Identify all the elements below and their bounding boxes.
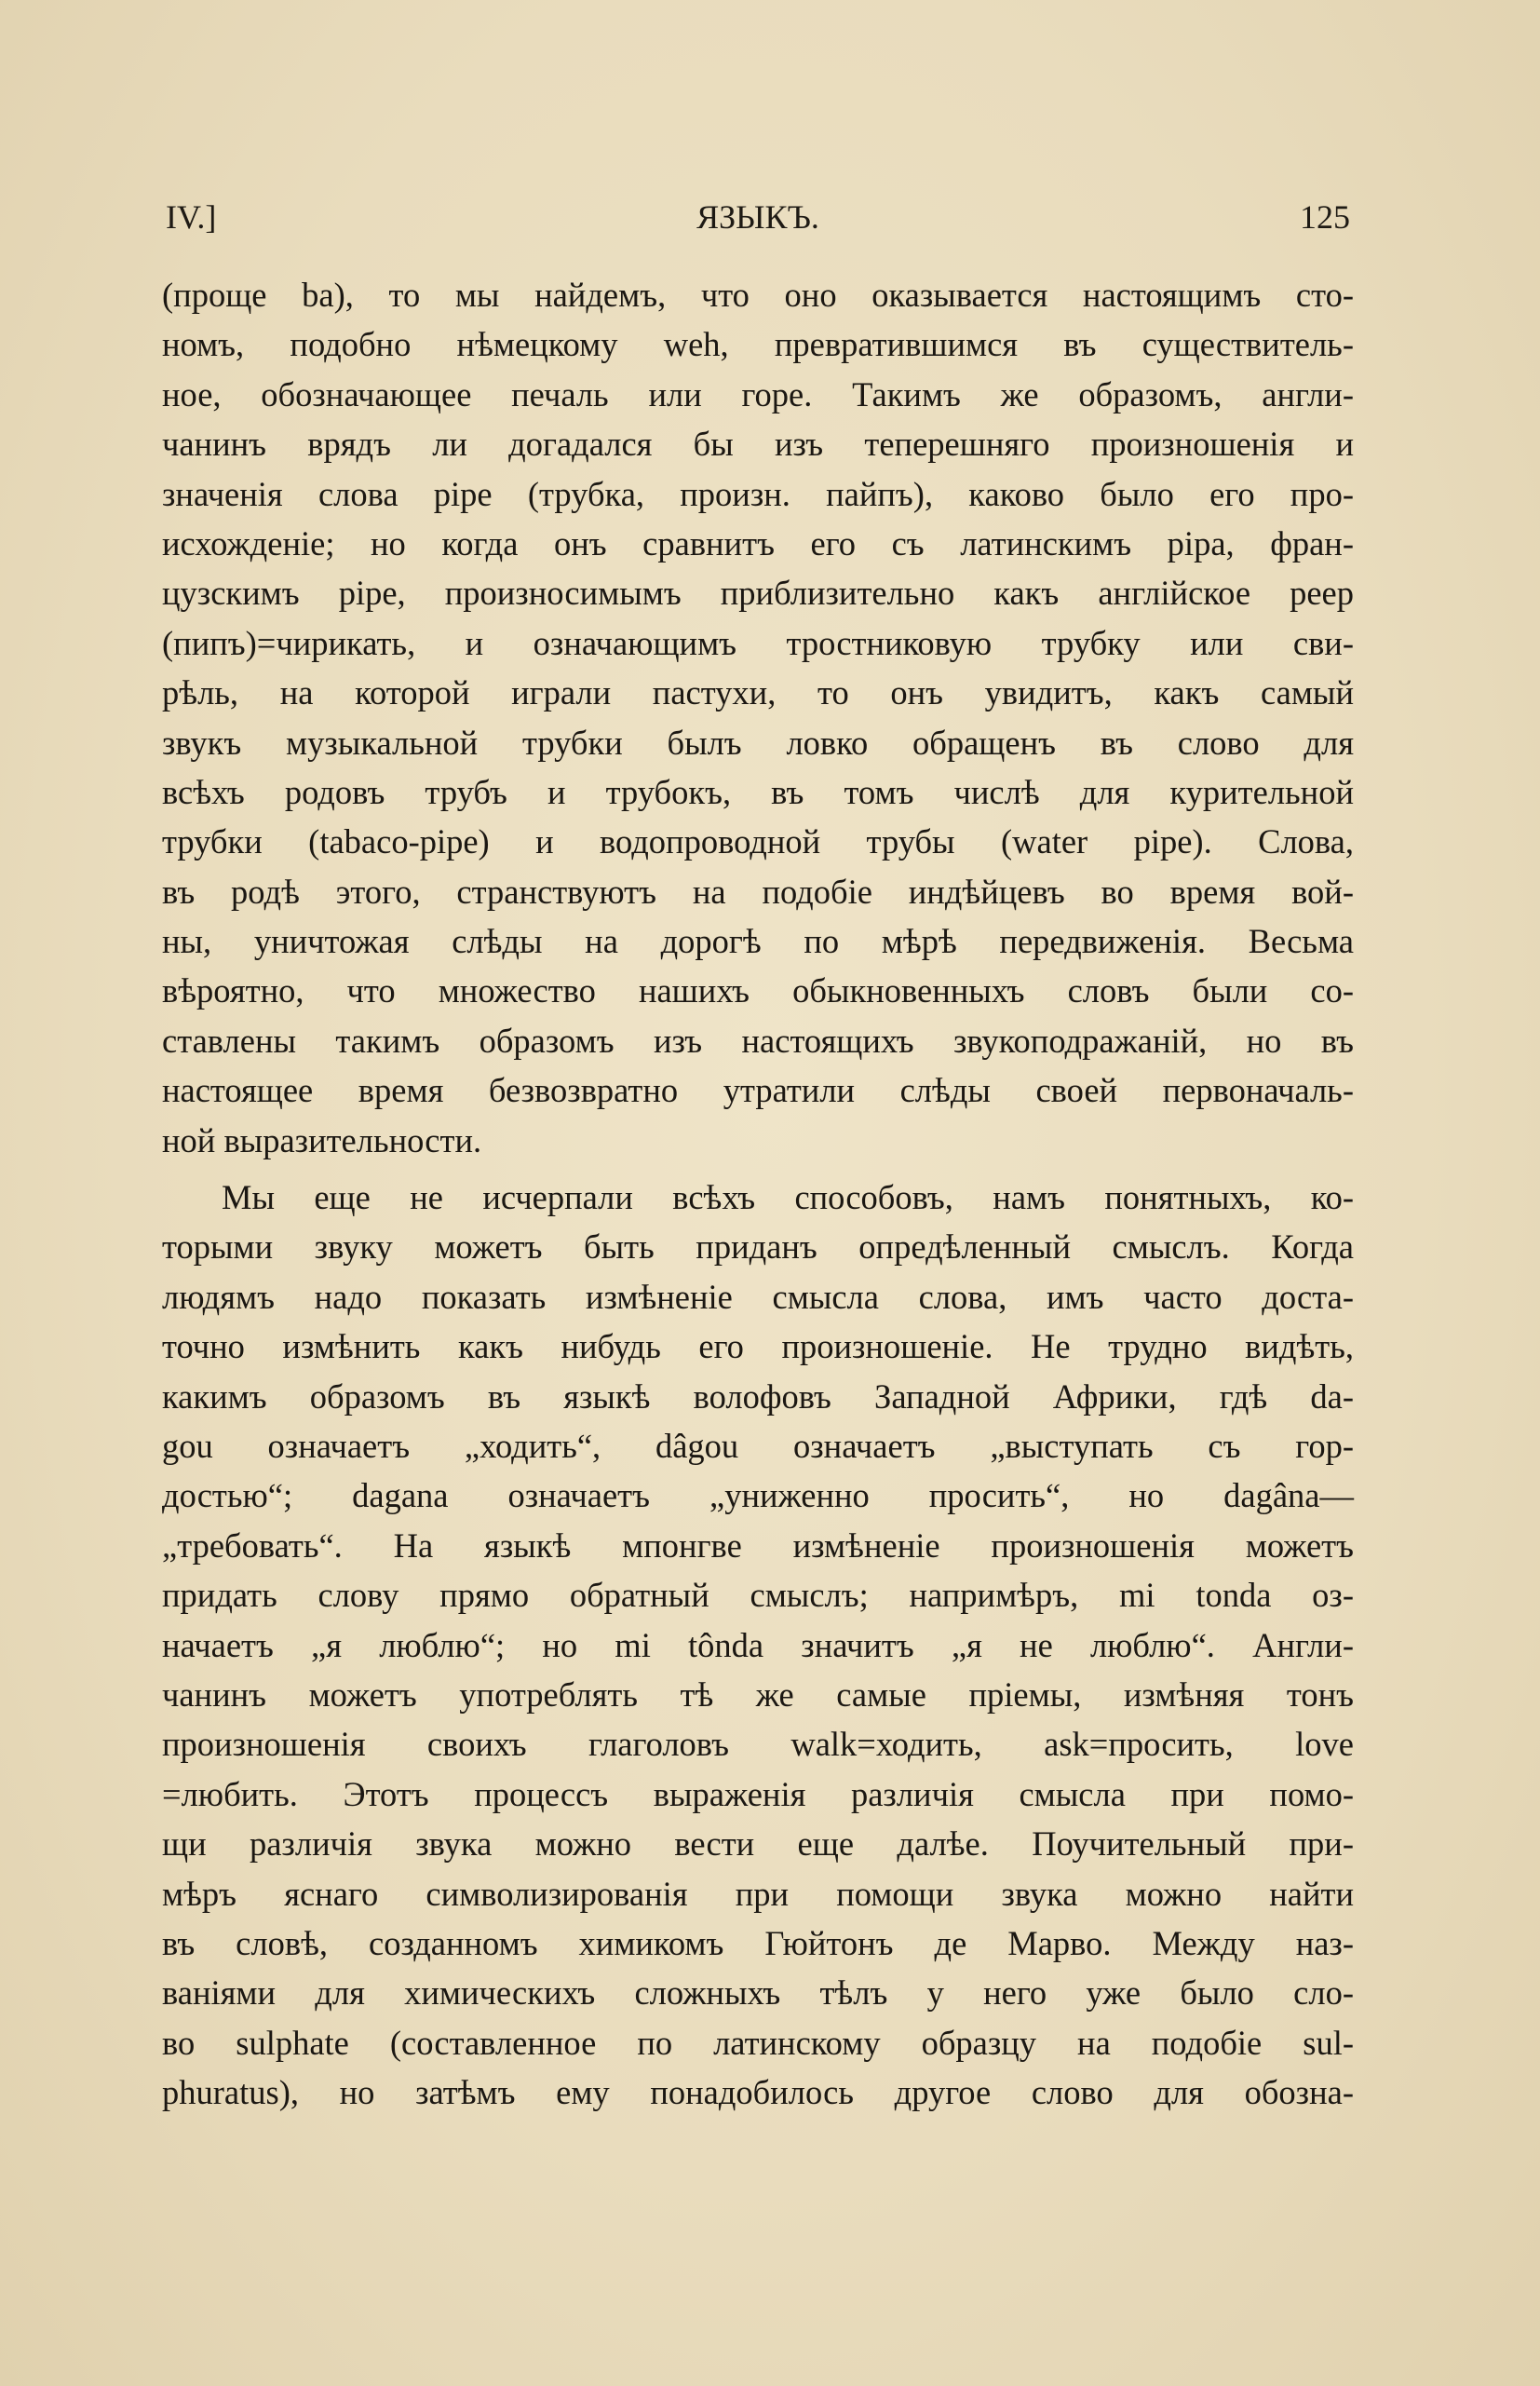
text-line: (пипъ)=чирикать, и означающимъ тростниковую трубку или сви- bbox=[162, 623, 1354, 662]
text-line: торыми звуку можетъ быть приданъ опредѣленный смыслъ. Когда bbox=[162, 1227, 1354, 1267]
text-line: рѣль, на которой играли пастухи, то онъ увидитъ, какъ самый bbox=[162, 673, 1354, 712]
text-line: „требовать“. На языкѣ мпонгве измѣненіе произношенія можетъ bbox=[162, 1525, 1354, 1565]
text-line: начаетъ „я люблю“; но mi tônda значитъ „я не люблю“. Англи- bbox=[162, 1625, 1354, 1664]
text-line: какимъ образомъ въ языкѣ волофовъ Западной Африки, гдѣ da- bbox=[162, 1376, 1354, 1416]
text-line: ны, уничтожая слѣды на дорогѣ по мѣрѣ передвиженія. Весьма bbox=[162, 922, 1354, 961]
text-line: =любить. Этотъ процессъ выраженія различія смысла при помо- bbox=[162, 1774, 1354, 1813]
text-line: ваніями для химическихъ сложныхъ тѣлъ у него уже было сло- bbox=[162, 1973, 1354, 2013]
text-line: phuratus), но затѣмъ ему понадобилось другое слово для обозна- bbox=[162, 2073, 1354, 2112]
text-line: ставлены такимъ образомъ изъ настоящихъ звукоподражаній, но въ bbox=[162, 1021, 1354, 1060]
text-line: gou означаетъ „ходить“, dâgou означаетъ „выступать съ гор- bbox=[162, 1426, 1354, 1465]
text-line: всѣхъ родовъ трубъ и трубокъ, въ томъ числѣ для курительной bbox=[162, 772, 1354, 811]
text-line: щи различія звука можно вести еще далѣе. Поучительный при- bbox=[162, 1824, 1354, 1864]
text-line: произношенія своихъ глаголовъ walk=ходить, ask=просить, love bbox=[162, 1725, 1354, 1764]
text-line: чанинъ можетъ употреблять тѣ же самые пріемы, измѣняя тонъ bbox=[162, 1674, 1354, 1714]
text-line: ной выразительности. bbox=[162, 1120, 482, 1159]
running-header bbox=[166, 197, 1350, 244]
text-line: номъ, подобно нѣмецкому weh, превратившимся въ существитель- bbox=[162, 325, 1354, 364]
text-line: людямъ надо показать измѣненіе смысла слова, имъ часто доста- bbox=[162, 1277, 1354, 1316]
text-line: настоящее время безвозвратно утратили слѣды своей первоначаль- bbox=[162, 1071, 1354, 1110]
text-line: трубки (tabaco-pipe) и водопроводной трубы (water pipe). Слова, bbox=[162, 822, 1354, 861]
text-line: достью“; dagana означаетъ „униженно просить“, но dagâna— bbox=[162, 1476, 1354, 1515]
text-line: цузскимъ pipe, произносимымъ приблизительно какъ англійское peep bbox=[162, 574, 1354, 613]
text-line: звукъ музыкальной трубки былъ ловко обращенъ въ слово для bbox=[162, 723, 1354, 762]
text-line: значенія слова pipe (трубка, произн. пайпъ), каково было его про- bbox=[162, 474, 1354, 513]
text-line: въ словѣ, созданномъ химикомъ Гюйтонъ де Марво. Между наз- bbox=[162, 1923, 1354, 1962]
text-line: чанинъ врядъ ли догадался бы изъ теперешняго произношенія и bbox=[162, 425, 1354, 464]
paragraph-1 bbox=[162, 270, 1354, 1165]
text-line: въ родѣ этого, странствуютъ на подобіе индѣйцевъ во время вой- bbox=[162, 872, 1354, 911]
paragraph-2 bbox=[162, 1173, 1354, 2117]
text-line: вѣроятно, что множество нашихъ обыкновенныхъ словъ были со- bbox=[162, 971, 1354, 1010]
text-line: Мы еще не исчерпали всѣхъ способовъ, намъ понятныхъ, ко- bbox=[222, 1178, 1354, 1217]
body-text bbox=[162, 270, 1354, 2117]
section-number: IV.] bbox=[166, 198, 217, 236]
text-line: мѣръ яснаго символизированія при помощи звука можно найти bbox=[162, 1874, 1354, 1913]
text-line: (проще ba), то мы найдемъ, что оно оказывается настоящимъ сто- bbox=[162, 276, 1354, 314]
text-line: во sulphate (составленное по латинскому образцу на подобіе sul- bbox=[162, 2023, 1354, 2062]
text-line: исхожденіе; но когда онъ сравнитъ его съ латинскимъ pipa, фран- bbox=[162, 523, 1354, 563]
running-title: ЯЗЫКЪ. bbox=[696, 198, 819, 236]
text-line: точно измѣнить какъ нибудь его произношеніе. Не трудно видѣть, bbox=[162, 1327, 1354, 1366]
page-number: 125 bbox=[1300, 198, 1350, 236]
text-line: придать слову прямо обратный смыслъ; напримѣръ, mi tonda оз- bbox=[162, 1576, 1354, 1615]
text-line: ное, обозначающее печаль или горе. Такимъ же образомъ, англи- bbox=[162, 374, 1354, 413]
